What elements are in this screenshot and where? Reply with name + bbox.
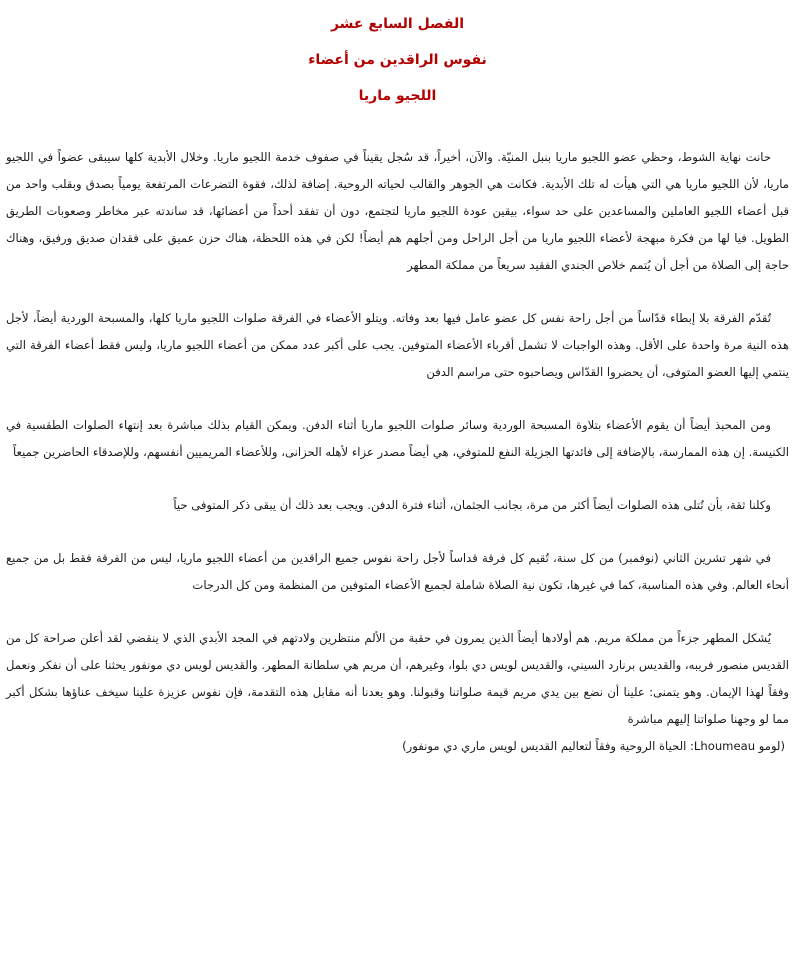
chapter-title-line-1: نفوس الراقدين من أعضاء: [308, 52, 487, 68]
chapter-heading: [6, 0, 789, 114]
chapter-title-line-2: اللجيو ماريا: [358, 88, 437, 104]
paragraph-5: في شهر تشرين الثاني (نوفمبر) من كل سنة، تُقيم كل فرقة قداساً لأجل راحة نفوس جميع الراقدين من أعضاء اللجيو ماريا، ليس من الفرقة فقط بل من جميع أنحاء العالم. وفي هذه المناسبة، كما في غيرها، تكون نية الصلاة شاملة لجميع الأعضاء المتوفين من المنظمة ومن كل الدرجات: [6, 551, 789, 592]
paragraph-2: تُقدّم الفرقة بلا إبطاء قدّاساً من أجل راحة نفس كل عضو عامل فيها بعد وفاته. ويتلو الأعضاء في الفرقة صلوات اللجيو ماريا كلها، والمسبحة الوردية أيضاً، لأجل هذه النية مرة واحدة على الأقل. وهذه الواجبات لا تشمل أقرباء الأعضاء المتوفين. يجب على أكبر عدد ممكن من أعضاء اللجيو ماريا، وليس فقط أعضاء الفرقة التي ينتمي إليها العضو المتوفى، أن يحضروا القدّاس ويصاحبوه حتى مراسم الدفن: [6, 311, 789, 379]
paragraph-4: وكلنا ثقة، بأن تُتلى هذه الصلوات أيضاً أكثر من مرة، بجانب الجثمان، أثناء فترة الدفن. ويجب بعد ذلك أن يبقى ذكر المتوفى حياً: [173, 498, 771, 512]
paragraph-6: يُشكل المطهر جزءاً من مملكة مريم. هم أولادها أيضاً الذين يمرون في حقبة من الألم منتظرين ولادتهم في المجد الأبدي الذي لا ينقضي لقد أعلن صراحة كل من القديس منصور فريبه، والقديس برنارد السيني، والقديس لويس دي بلوا، وغيرهم، أن مريم هي سلطانة المطهر. والقديس لويس دي مونفور يحثنا على أن نفكر ونعمل وفقاً لهذا الإيمان. وهو يتمنى: علينا أن نضع بين يدي مريم قيمة صلواتنا وقبولنا. وهو يعدنا أنه مقابل هذه التقدمة، فإن نفوس عزيزة علينا سيخف عناؤها بشكل أكبر مما لو وجهنا صلواتنا إليهم مباشرة: [6, 631, 789, 726]
paragraph-1: حانت نهاية الشوط، وحظي عضو اللجيو ماريا بنبل المنيّة. والآن، أخيراً، قد سُجل يقيناً في صفوف خدمة اللجيو ماريا. وخلال الأبدية كلها سيبقى عضواً في اللجيو ماريا، لأن اللجيو ماريا هي التي هيأت له تلك الأبدية. فكانت هي الجوهر والقالب لحياته الروحية. إضافة لذلك، فقوة التضرعات المرتفعة يومياً بصدق وبقلب واحد من قبل أعضاء اللجيو العاملين والمساعدين على حد سواء، بيقين عودة اللجيو ماريا لتجتمع، دون أن تفقد أحداً من أعضائها، قد ساندته عبر مخاطر وصعوبات الطريق الطويل. فيا لها من فكرة مبهجة لأعضاء اللجيو ماريا من أجل الراحل ومن أجلهم هم أيضاً! لكن في هذه اللحظة، هناك حزن عميق على فقدان صديق ورفيق، وهناك حاجة إلى الصلاة من أجل أن يُتمم خلاص الجندي الفقيد سريعاً من مملكة المطهر: [6, 150, 789, 272]
paragraph-3: ومن المحبذ أيضاً أن يقوم الأعضاء بتلاوة المسبحة الوردية وسائر صلوات اللجيو ماريا أثناء الدفن. ويمكن القيام بذلك مباشرة بعد إنتهاء الصلوات الطقسية في الكنيسة. إن هذه الممارسة، بالإضافة إلى فائدتها الجزيلة النفع للمتوفي، هي أيضاً مصدر عزاء لأهله الحزانى، وللأعضاء المريميين أنفسهم، وللإصدقاء الحاضرين جميعاً: [6, 418, 789, 459]
citation: (لومو Lhoumeau: الحياة الروحية وفقاً لتعاليم القديس لويس ماري دي مونفور): [402, 739, 785, 753]
chapter-number-title: الفصل السابع عشر: [330, 16, 465, 32]
